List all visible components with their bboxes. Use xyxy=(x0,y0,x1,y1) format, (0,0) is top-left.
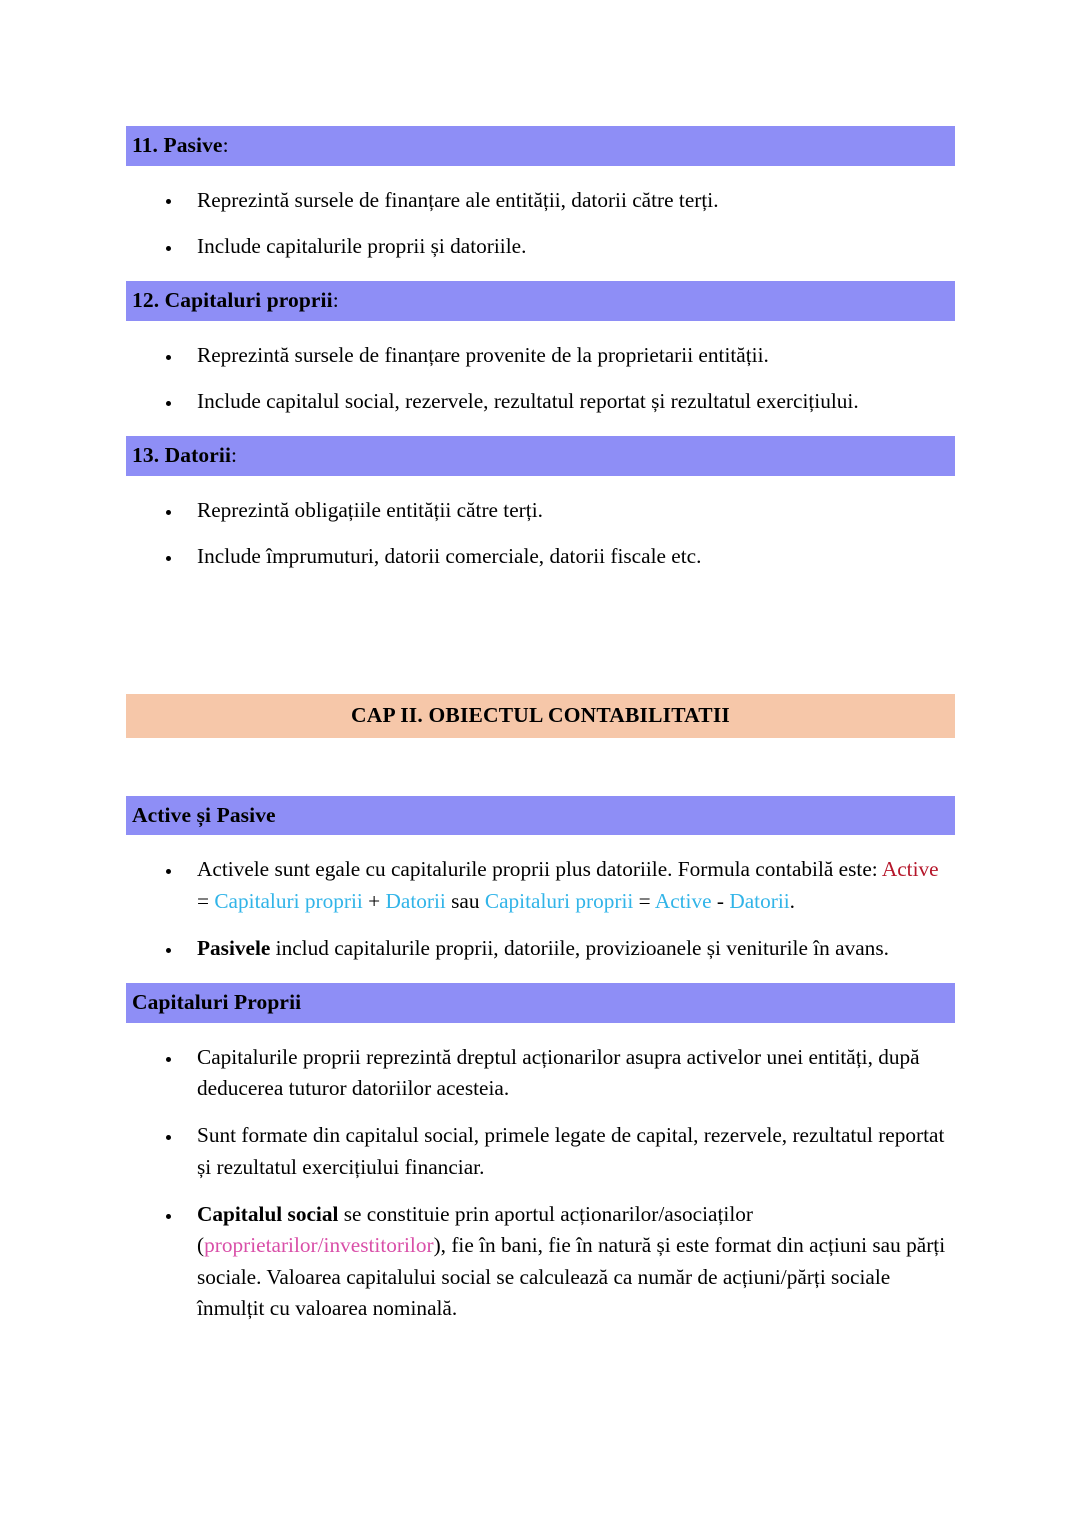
heading-pasive-colon: : xyxy=(222,133,229,157)
list-item: Include împrumuturi, datorii comerciale, datorii fiscale etc. xyxy=(126,541,955,572)
heading-capitaluri-proprii xyxy=(126,281,955,321)
list-item: Include capitalurile proprii și datoriile. xyxy=(126,231,955,262)
capital-social-bold-lead: Capitalul social xyxy=(197,1201,339,1226)
heading-capitaluri-proprii-section: Capitaluri Proprii xyxy=(126,983,955,1023)
list-item: Reprezintă obligațiile entității către terți. xyxy=(126,495,955,526)
spacer xyxy=(126,262,955,281)
pasive-bold-lead: Pasivele xyxy=(197,935,271,960)
formula-term-datorii-2: Datorii xyxy=(729,888,790,913)
spacer xyxy=(126,476,955,495)
spacer xyxy=(126,738,955,796)
list-item-pasive xyxy=(126,933,955,964)
bullet-list-capitaluri-proprii xyxy=(126,340,955,418)
formula-period: . xyxy=(789,888,795,913)
list-item: Reprezintă sursele de finanțare provenite de la proprietarii entității. xyxy=(126,340,955,371)
formula-term-active-2: Active xyxy=(654,888,712,913)
heading-datorii-colon: : xyxy=(231,443,238,468)
formula-operator-plus: + xyxy=(362,888,386,913)
formula-conjunction-sau: sau xyxy=(445,888,485,913)
capital-social-part1: se constituie prin aportul acționarilor/asociaților ( xyxy=(197,1201,753,1258)
pasive-rest: includ capitalurile proprii, datoriile, provizioanele și veniturile în avans. xyxy=(270,935,889,960)
spacer xyxy=(126,1324,955,1444)
formula-term-active-1: Active xyxy=(881,857,939,882)
heading-capitaluri-proprii-colon: : xyxy=(332,288,339,313)
heading-datorii-label: 13. Datorii xyxy=(132,443,232,468)
formula-term-datorii-1: Datorii xyxy=(385,888,446,913)
spacer xyxy=(126,321,955,340)
heading-datorii xyxy=(126,436,955,476)
list-item: Include capitalul social, rezervele, rezultatul reportat și rezultatul exercițiului. xyxy=(126,386,955,417)
spacer xyxy=(126,835,955,854)
spacer xyxy=(126,166,955,185)
heading-pasive-label: 11. Pasive xyxy=(132,133,223,157)
bullet-list-active-si-pasive xyxy=(126,854,955,964)
spacer xyxy=(126,1023,955,1042)
formula-operator-equals-1: = xyxy=(197,888,215,913)
list-item-capital-social xyxy=(126,1199,955,1324)
formula-operator-equals-2: = xyxy=(633,888,655,913)
spacer xyxy=(126,640,955,694)
list-item: Sunt formate din capitalul social, primele legate de capital, rezervele, rezultatul reportat și rezultatul exercițiului financiar. xyxy=(126,1120,955,1183)
formula-term-capitaluri-1: Capitaluri proprii xyxy=(214,888,363,913)
list-item: Reprezintă sursele de finanțare ale entității, datorii către terți. xyxy=(126,185,955,216)
list-item-formula xyxy=(126,854,955,917)
formula-term-capitaluri-2: Capitaluri proprii xyxy=(484,888,634,913)
heading-capitaluri-proprii-label: 12. Capitaluri proprii xyxy=(132,288,333,313)
bullet-list-pasive xyxy=(126,185,955,263)
spacer xyxy=(126,417,955,436)
capital-social-part2: ), fie în bani, fie în natură și este format din acțiuni sau părți sociale. Valoarea capitalului social se calculează ca număr de acțiuni/părți sociale înmulțit cu valoarea nominală. xyxy=(197,1233,946,1320)
heading-active-si-pasive: Active și Pasive xyxy=(126,796,955,836)
spacer xyxy=(126,572,955,640)
formula-lead: Activele sunt egale cu capitalurile proprii plus datoriile. Formula contabilă este: xyxy=(197,857,882,882)
heading-pasive xyxy=(126,126,955,166)
formula-operator-minus: - xyxy=(711,888,730,913)
bullet-list-datorii xyxy=(126,495,955,573)
chapter-title: CAP II. OBIECTUL CONTABILITATII xyxy=(126,694,955,738)
spacer xyxy=(126,964,955,983)
bullet-list-capitaluri-proprii-section xyxy=(126,1042,955,1324)
list-item: Capitalurile proprii reprezintă dreptul acționarilor asupra activelor unei entități, după deducerea tuturor datoriilor acesteia. xyxy=(126,1042,955,1105)
capital-social-pink-term: proprietarilor/investitorilor xyxy=(204,1233,434,1258)
